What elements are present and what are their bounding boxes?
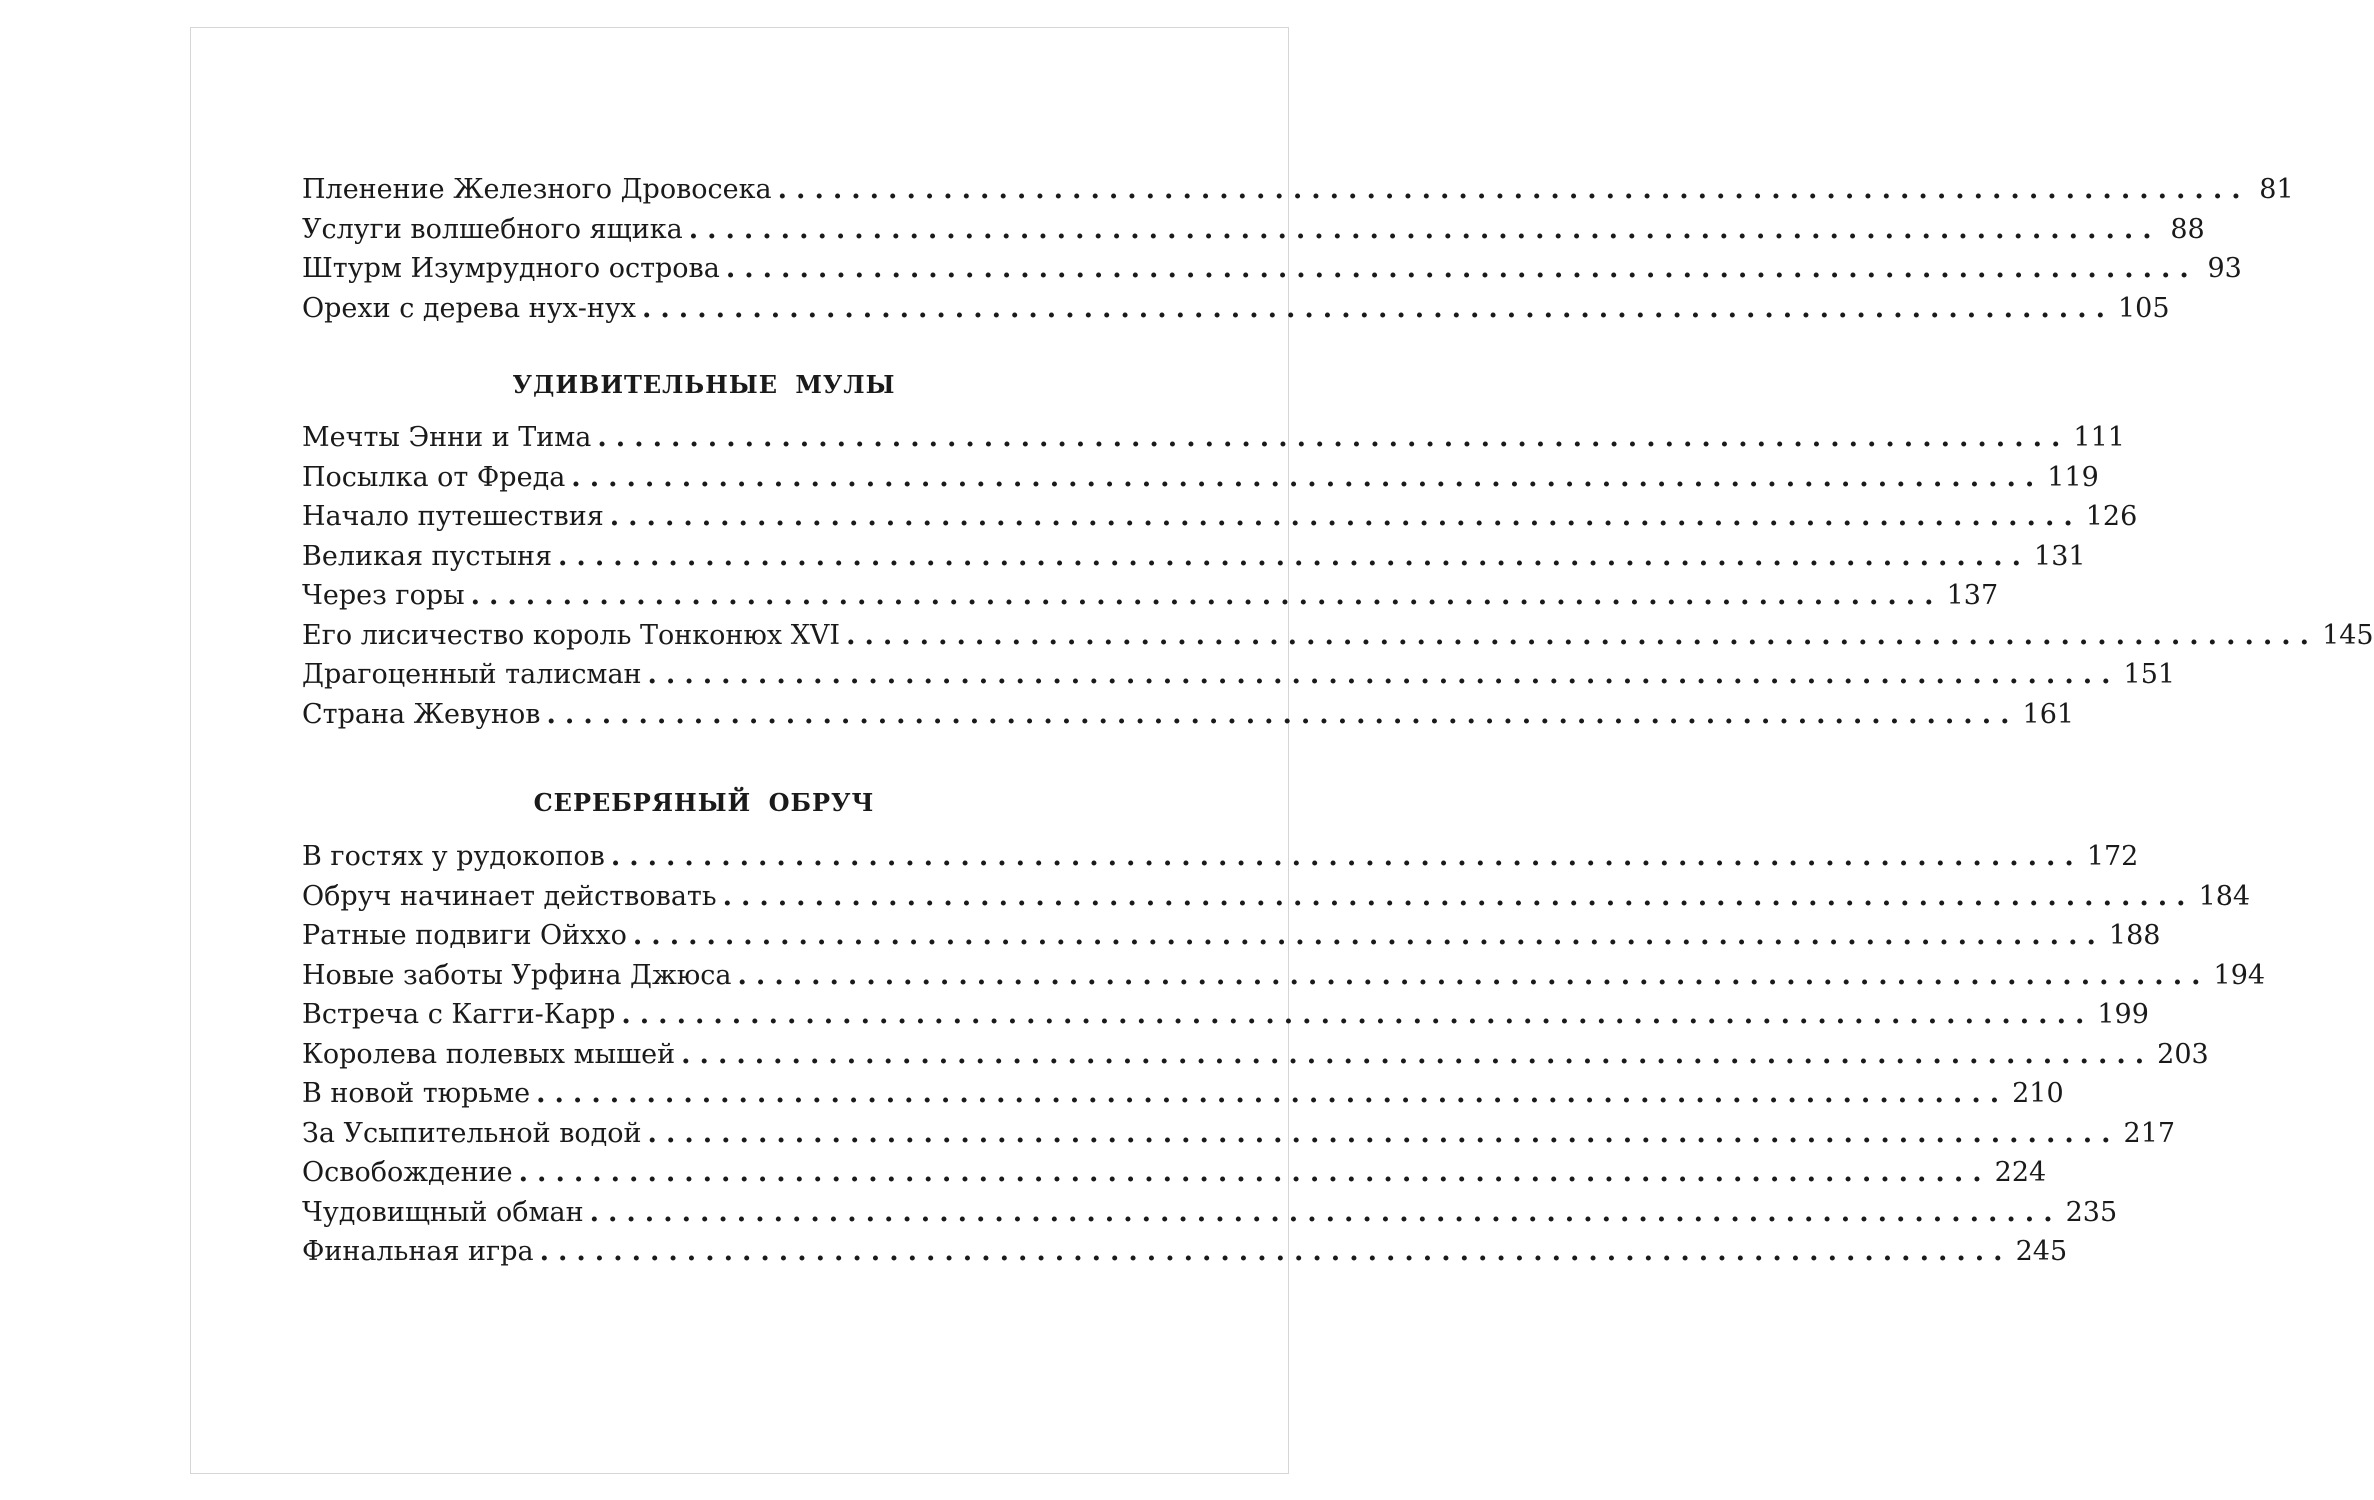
toc-entry-page-number: 131: [2034, 540, 2086, 572]
toc-entry-title: Посылка от Фреда: [302, 461, 566, 493]
dot-leader: ................................................................................: [621, 999, 2094, 1030]
toc-entry-page-number: 203: [2157, 1038, 2209, 1070]
section-heading-serebryany-obruch: СЕРЕБРЯНЫЙ ОБРУЧ: [533, 788, 875, 817]
toc-entry: [302, 616, 2374, 656]
toc-entry: [302, 458, 2099, 498]
dot-leader: ................................................................................: [632, 920, 2105, 951]
toc-entry-page-number: 93: [2207, 253, 2242, 284]
toc-entry-page-number: 224: [1994, 1157, 2047, 1188]
toc-entry-title: Встреча с Кагги-Карр: [302, 999, 616, 1030]
toc-group-3: [302, 837, 2266, 1272]
toc-entry-page-number: 88: [2170, 213, 2205, 245]
toc-entry-page-number: 119: [2047, 461, 2099, 493]
toc-entry: [302, 1074, 2064, 1114]
dot-leader: ................................................................................: [777, 174, 2250, 205]
toc-entry-title: В гостях у рудокопов: [302, 841, 605, 872]
dot-leader: ................................................................................: [539, 1236, 2012, 1267]
toc-entry-title: Новые заботы Урфина Джюса: [302, 959, 732, 991]
toc-entry-page-number: 199: [2097, 999, 2149, 1030]
toc-entry: [302, 210, 2205, 250]
dot-leader: ................................................................................: [688, 213, 2161, 245]
toc-entry-title: Штурм Изумрудного острова: [302, 253, 720, 284]
toc-entry-page-number: 235: [2065, 1196, 2118, 1228]
toc-entry-page-number: 184: [2198, 880, 2251, 912]
dot-leader: ................................................................................: [642, 292, 2114, 324]
toc-entry: [302, 537, 2086, 577]
toc-entry-title: Через горы: [302, 580, 465, 611]
dot-leader: ................................................................................: [681, 1038, 2154, 1070]
toc-entry-title: Королева полевых мышей: [302, 1038, 676, 1070]
dot-leader: ................................................................................: [647, 1117, 2120, 1149]
toc-entry-page-number: 111: [2073, 422, 2125, 453]
dot-leader: ................................................................................: [558, 540, 2031, 572]
toc-entry: [302, 418, 2125, 458]
toc-entry-page-number: 161: [2022, 698, 2075, 730]
dot-leader: ................................................................................: [722, 880, 2195, 912]
toc-entry: [302, 995, 2149, 1035]
dot-leader: ................................................................................: [725, 253, 2198, 284]
toc-entry-title: Его лисичество король Тонконюх XVI: [302, 619, 841, 651]
dot-leader: ................................................................................: [589, 1196, 2062, 1228]
toc-entry: [302, 1114, 2176, 1154]
toc-entry-page-number: 151: [2123, 659, 2176, 690]
toc-entry-title: В новой тюрьме: [302, 1078, 531, 1109]
toc-entry-title: Освобождение: [302, 1157, 513, 1188]
toc-entry: [302, 1232, 2068, 1272]
toc-entry: [302, 1035, 2209, 1075]
toc-entry: [302, 916, 2161, 956]
toc-entry: [302, 1153, 2047, 1193]
toc-entry-page-number: 194: [2213, 959, 2266, 991]
dot-leader: ................................................................................: [737, 959, 2210, 991]
toc-entry: [302, 655, 2176, 695]
toc-entry: [302, 497, 2138, 537]
toc-entry-title: Начало путешествия: [302, 501, 604, 532]
toc-entry-page-number: 172: [2086, 841, 2139, 872]
toc-entry-page-number: 105: [2118, 292, 2170, 324]
toc-entry-title: Пленение Железного Дровосека: [302, 174, 772, 205]
dot-leader: ................................................................................: [518, 1157, 1991, 1188]
toc-group-2: [302, 418, 2374, 734]
toc-entry-page-number: 217: [2123, 1117, 2176, 1149]
dot-leader: ................................................................................: [536, 1078, 2009, 1109]
toc-entry-title: Орехи с дерева нух-нух: [302, 292, 636, 324]
toc-entry: [302, 695, 2075, 735]
toc-entry: [302, 956, 2266, 996]
toc-entry: [302, 837, 2139, 877]
toc-entry-title: Великая пустыня: [302, 540, 553, 572]
toc-entry: [302, 249, 2242, 289]
toc-entry-title: Чудовищный обман: [302, 1196, 584, 1228]
toc-entry: [302, 170, 2294, 210]
toc-entry-page-number: 210: [2012, 1078, 2064, 1109]
toc-entry-page-number: 81: [2259, 174, 2294, 205]
toc-entry-title: Мечты Энни и Тима: [302, 422, 592, 453]
toc-entry-title: Драгоценный талисман: [302, 659, 642, 690]
toc-entry: [302, 877, 2251, 917]
toc-entry-title: Ратные подвиги Ойххо: [302, 920, 627, 951]
dot-leader: ................................................................................: [546, 698, 2019, 730]
dot-leader: ................................................................................: [846, 619, 2319, 651]
dot-leader: ................................................................................: [470, 580, 1943, 611]
section-heading-udivitelnye-muly: УДИВИТЕЛЬНЫЕ МУЛЫ: [512, 370, 896, 399]
dot-leader: ................................................................................: [610, 841, 2083, 872]
dot-leader: ................................................................................: [609, 501, 2082, 532]
toc-entry-page-number: 145: [2322, 619, 2374, 651]
dot-leader: ................................................................................: [597, 422, 2070, 453]
toc-entry-page-number: 126: [2085, 501, 2138, 532]
toc-entry-title: За Усыпительной водой: [302, 1117, 642, 1149]
dot-leader: ................................................................................: [571, 461, 2044, 493]
toc-group-1: [302, 170, 2294, 328]
toc-entry-page-number: 188: [2108, 920, 2161, 951]
toc-entry-page-number: 245: [2015, 1236, 2068, 1267]
toc-entry-title: Страна Жевунов: [302, 698, 541, 730]
toc-entry-title: Финальная игра: [302, 1236, 534, 1267]
toc-entry: [302, 1193, 2118, 1233]
toc-entry-title: Услуги волшебного ящика: [302, 213, 683, 245]
toc-entry: [302, 576, 1999, 616]
toc-entry-title: Обруч начинает действовать: [302, 880, 717, 912]
toc-entry-page-number: 137: [1946, 580, 1999, 611]
toc-entry: [302, 289, 2170, 329]
dot-leader: ................................................................................: [647, 659, 2120, 690]
